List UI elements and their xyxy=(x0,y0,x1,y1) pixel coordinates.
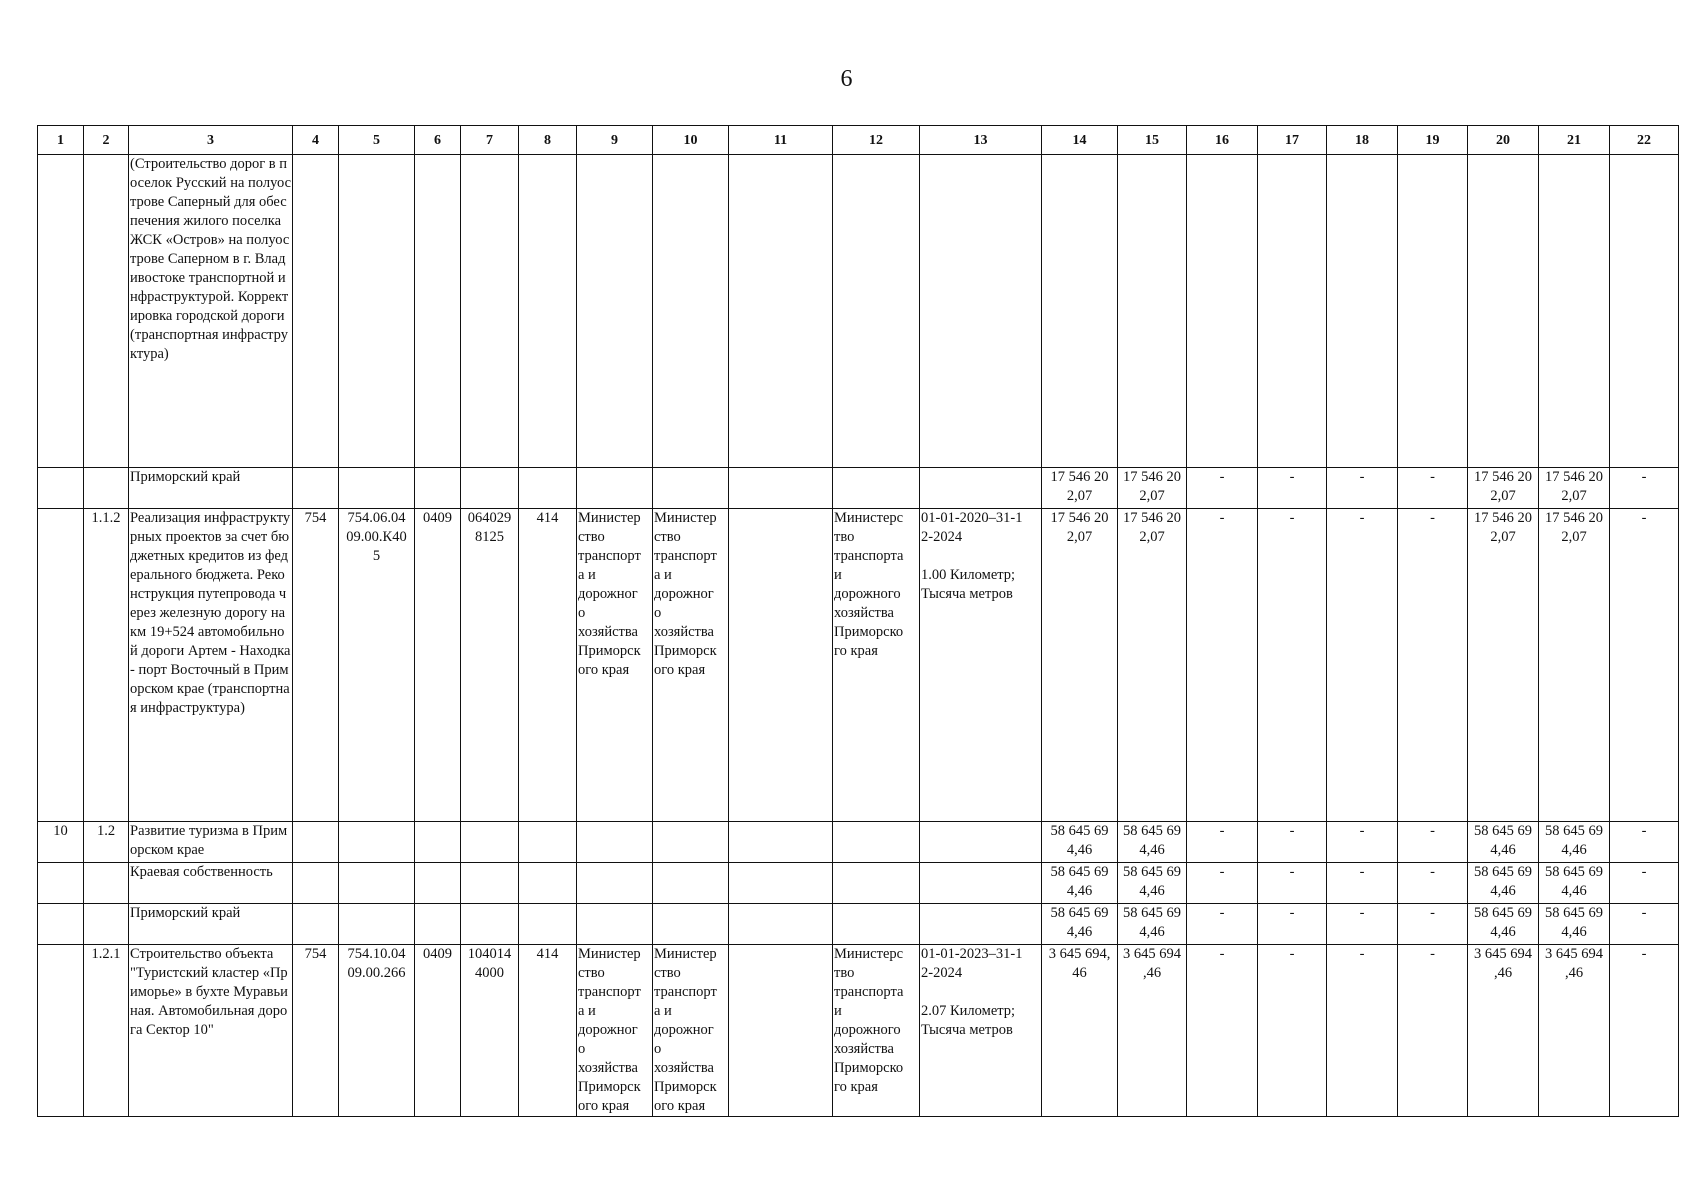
table-cell xyxy=(577,904,653,945)
table-cell: 1.2.1 xyxy=(84,945,129,1117)
table-cell xyxy=(920,822,1042,863)
table-cell: 58 645 69 4,46 xyxy=(1468,904,1539,945)
table-cell: 58 645 69 4,46 xyxy=(1042,904,1118,945)
table-row xyxy=(38,863,1679,904)
column-header: 21 xyxy=(1539,126,1610,155)
table-cell xyxy=(84,904,129,945)
table-cell xyxy=(519,904,577,945)
table-cell: - xyxy=(1187,904,1258,945)
column-header: 13 xyxy=(920,126,1042,155)
column-header: 22 xyxy=(1610,126,1679,155)
column-header: 6 xyxy=(415,126,461,155)
table-cell xyxy=(653,904,729,945)
table-cell: - xyxy=(1327,509,1398,822)
table-cell xyxy=(415,904,461,945)
table-cell xyxy=(577,822,653,863)
table-cell xyxy=(38,945,84,1117)
column-header: 9 xyxy=(577,126,653,155)
table-cell: 01-01-2023–31-1 2-2024 2.07 Километр; Тысяча метров xyxy=(920,945,1042,1117)
page-number: 6 xyxy=(840,66,853,92)
table-cell xyxy=(461,863,519,904)
table-cell: - xyxy=(1258,945,1327,1117)
table-cell xyxy=(1042,155,1118,468)
table-cell: Министер ство транспорт а и дорожног о хозяйства Приморск ого края xyxy=(653,509,729,822)
table-cell: - xyxy=(1258,904,1327,945)
column-header: 16 xyxy=(1187,126,1258,155)
column-header: 18 xyxy=(1327,126,1398,155)
column-header: 15 xyxy=(1118,126,1187,155)
table-cell xyxy=(38,155,84,468)
table-cell: 754 xyxy=(293,509,339,822)
table-cell xyxy=(415,468,461,509)
table-cell: 754 xyxy=(293,945,339,1117)
table-cell: 01-01-2020–31-1 2-2024 1.00 Километр; Тысяча метров xyxy=(920,509,1042,822)
table-cell: 064029 8125 xyxy=(461,509,519,822)
table-cell: 754.10.04 09.00.266 xyxy=(339,945,415,1117)
table-cell: 414 xyxy=(519,509,577,822)
table-cell: 414 xyxy=(519,945,577,1117)
table-cell xyxy=(729,468,833,509)
table-cell: - xyxy=(1187,863,1258,904)
table-cell: 17 546 20 2,07 xyxy=(1118,509,1187,822)
table-cell: - xyxy=(1327,468,1398,509)
table-cell xyxy=(729,155,833,468)
column-header: 5 xyxy=(339,126,415,155)
table-cell xyxy=(729,822,833,863)
table-cell xyxy=(833,822,920,863)
table-cell: - xyxy=(1187,822,1258,863)
table-cell: 754.06.04 09.00.К40 5 xyxy=(339,509,415,822)
column-header: 17 xyxy=(1258,126,1327,155)
table-cell: 17 546 20 2,07 xyxy=(1042,509,1118,822)
table-cell xyxy=(653,822,729,863)
table-cell: - xyxy=(1327,904,1398,945)
column-header: 11 xyxy=(729,126,833,155)
table-cell: 58 645 69 4,46 xyxy=(1539,822,1610,863)
table-row xyxy=(38,822,1679,863)
table-cell xyxy=(1539,155,1610,468)
table-cell: 3 645 694 ,46 xyxy=(1118,945,1187,1117)
table-cell xyxy=(339,468,415,509)
table-cell xyxy=(84,155,129,468)
table-cell: 58 645 69 4,46 xyxy=(1118,863,1187,904)
table-cell: 1.1.2 xyxy=(84,509,129,822)
column-header: 20 xyxy=(1468,126,1539,155)
table-cell xyxy=(38,863,84,904)
table-cell: 58 645 69 4,46 xyxy=(1539,904,1610,945)
table-cell xyxy=(519,822,577,863)
table-row xyxy=(38,155,1679,468)
table-cell xyxy=(1118,155,1187,468)
table-cell xyxy=(920,904,1042,945)
column-header: 14 xyxy=(1042,126,1118,155)
table-cell xyxy=(920,155,1042,468)
table-cell: 0409 xyxy=(415,945,461,1117)
table-cell xyxy=(415,863,461,904)
table-cell xyxy=(519,468,577,509)
table-cell xyxy=(339,155,415,468)
table-cell: - xyxy=(1398,904,1468,945)
table-cell: - xyxy=(1258,863,1327,904)
table-cell: - xyxy=(1610,468,1679,509)
table-cell: Строительство объекта "Туристский кластер «Приморье» в бухте Муравьиная. Автомобильная дорога Сектор 10" xyxy=(129,945,293,1117)
table-cell: (Строительство дорог в поселок Русский на полуострове Саперный для обеспечения жилого поселка ЖСК «Остров» на полуострове Саперном в г. Владивостоке транспортной инфраструктурой. Корректировка городской дороги (транспортная инфраструктура) xyxy=(129,155,293,468)
table-cell xyxy=(461,822,519,863)
table-cell: - xyxy=(1258,822,1327,863)
table-cell xyxy=(833,155,920,468)
table-cell: - xyxy=(1610,509,1679,822)
table-cell xyxy=(461,904,519,945)
table-cell: 1.2 xyxy=(84,822,129,863)
table-cell: 58 645 69 4,46 xyxy=(1539,863,1610,904)
table-cell xyxy=(84,863,129,904)
table-cell xyxy=(519,863,577,904)
table-cell xyxy=(38,509,84,822)
column-header: 2 xyxy=(84,126,129,155)
column-header: 1 xyxy=(38,126,84,155)
table-cell xyxy=(729,509,833,822)
table-cell: - xyxy=(1258,468,1327,509)
table-cell: - xyxy=(1187,509,1258,822)
table-cell: - xyxy=(1187,468,1258,509)
table-cell: Министерс тво транспорта и дорожного хозяйства Приморско го края xyxy=(833,945,920,1117)
table-cell xyxy=(833,468,920,509)
table-cell xyxy=(519,155,577,468)
table-cell: 58 645 69 4,46 xyxy=(1468,822,1539,863)
table-cell: 17 546 20 2,07 xyxy=(1468,468,1539,509)
budget-table xyxy=(37,125,1679,1117)
table-cell xyxy=(920,468,1042,509)
column-header: 12 xyxy=(833,126,920,155)
table-cell xyxy=(293,822,339,863)
table-cell xyxy=(293,863,339,904)
table-cell xyxy=(833,863,920,904)
table-cell xyxy=(339,863,415,904)
table-cell: 17 546 20 2,07 xyxy=(1042,468,1118,509)
column-header: 10 xyxy=(653,126,729,155)
table-cell xyxy=(1327,155,1398,468)
table-cell: - xyxy=(1327,863,1398,904)
table-cell xyxy=(293,155,339,468)
column-header: 19 xyxy=(1398,126,1468,155)
table-row xyxy=(38,509,1679,822)
table-cell: 58 645 69 4,46 xyxy=(1468,863,1539,904)
table-cell: - xyxy=(1398,509,1468,822)
table-row xyxy=(38,904,1679,945)
table-cell: 17 546 20 2,07 xyxy=(1539,509,1610,822)
table-cell: Приморский край xyxy=(129,904,293,945)
table-cell: 58 645 69 4,46 xyxy=(1042,822,1118,863)
table-cell xyxy=(415,822,461,863)
table-cell: - xyxy=(1398,468,1468,509)
table-row xyxy=(38,945,1679,1117)
table-cell: 104014 4000 xyxy=(461,945,519,1117)
table-cell xyxy=(1258,155,1327,468)
table-cell xyxy=(1398,155,1468,468)
table-cell: 17 546 20 2,07 xyxy=(1468,509,1539,822)
table-cell xyxy=(38,904,84,945)
table-cell: 10 xyxy=(38,822,84,863)
table-cell xyxy=(577,863,653,904)
column-header: 7 xyxy=(461,126,519,155)
table-cell: - xyxy=(1398,863,1468,904)
table-cell xyxy=(653,863,729,904)
table-cell: - xyxy=(1398,822,1468,863)
table-cell xyxy=(38,468,84,509)
table-cell: Министер ство транспорт а и дорожног о хозяйства Приморск ого края xyxy=(577,509,653,822)
table-row xyxy=(38,468,1679,509)
table-cell xyxy=(1610,155,1679,468)
table-cell: 17 546 20 2,07 xyxy=(1118,468,1187,509)
table-cell: - xyxy=(1610,904,1679,945)
table-cell: Министер ство транспорт а и дорожног о хозяйства Приморск ого края xyxy=(653,945,729,1117)
table-cell: - xyxy=(1398,945,1468,1117)
table-cell xyxy=(920,863,1042,904)
table-cell: 58 645 69 4,46 xyxy=(1118,904,1187,945)
table-cell: - xyxy=(1610,945,1679,1117)
table-cell: 0409 xyxy=(415,509,461,822)
table-cell xyxy=(293,468,339,509)
table-cell: - xyxy=(1610,822,1679,863)
header-row xyxy=(38,126,1679,155)
table-cell: Реализация инфраструктурных проектов за счет бюджетных кредитов из федерального бюджета. Реконструкция путепровода через железную дорогу на км 19+524 автомобильной дороги Артем - Находка - порт Восточный в Приморском крае (транспортная инфраструктура) xyxy=(129,509,293,822)
column-header: 4 xyxy=(293,126,339,155)
column-header: 3 xyxy=(129,126,293,155)
table-cell xyxy=(577,468,653,509)
table-cell: 3 645 694, 46 xyxy=(1042,945,1118,1117)
table-cell: Приморский край xyxy=(129,468,293,509)
table-cell: - xyxy=(1610,863,1679,904)
table-cell xyxy=(415,155,461,468)
table-cell xyxy=(729,863,833,904)
table-cell xyxy=(1468,155,1539,468)
table-cell: 58 645 69 4,46 xyxy=(1042,863,1118,904)
table-cell xyxy=(461,155,519,468)
table-cell: Краевая собственность xyxy=(129,863,293,904)
table-cell xyxy=(339,822,415,863)
table-cell: - xyxy=(1327,945,1398,1117)
table-cell xyxy=(833,904,920,945)
table-cell: Министер ство транспорт а и дорожног о хозяйства Приморск ого края xyxy=(577,945,653,1117)
table-cell: 3 645 694 ,46 xyxy=(1468,945,1539,1117)
table-cell xyxy=(729,945,833,1117)
table-cell xyxy=(461,468,519,509)
table-cell: - xyxy=(1327,822,1398,863)
table-cell xyxy=(293,904,339,945)
table-cell xyxy=(84,468,129,509)
table-cell xyxy=(577,155,653,468)
column-header: 8 xyxy=(519,126,577,155)
table-cell xyxy=(1187,155,1258,468)
table-cell: 17 546 20 2,07 xyxy=(1539,468,1610,509)
table-cell xyxy=(653,155,729,468)
table-cell: - xyxy=(1187,945,1258,1117)
table-cell: Развитие туризма в Приморском крае xyxy=(129,822,293,863)
table-cell xyxy=(653,468,729,509)
table-cell: 58 645 69 4,46 xyxy=(1118,822,1187,863)
table-cell: 3 645 694 ,46 xyxy=(1539,945,1610,1117)
table-cell xyxy=(729,904,833,945)
table-cell xyxy=(339,904,415,945)
table-cell: Министерс тво транспорта и дорожного хозяйства Приморско го края xyxy=(833,509,920,822)
table-cell: - xyxy=(1258,509,1327,822)
